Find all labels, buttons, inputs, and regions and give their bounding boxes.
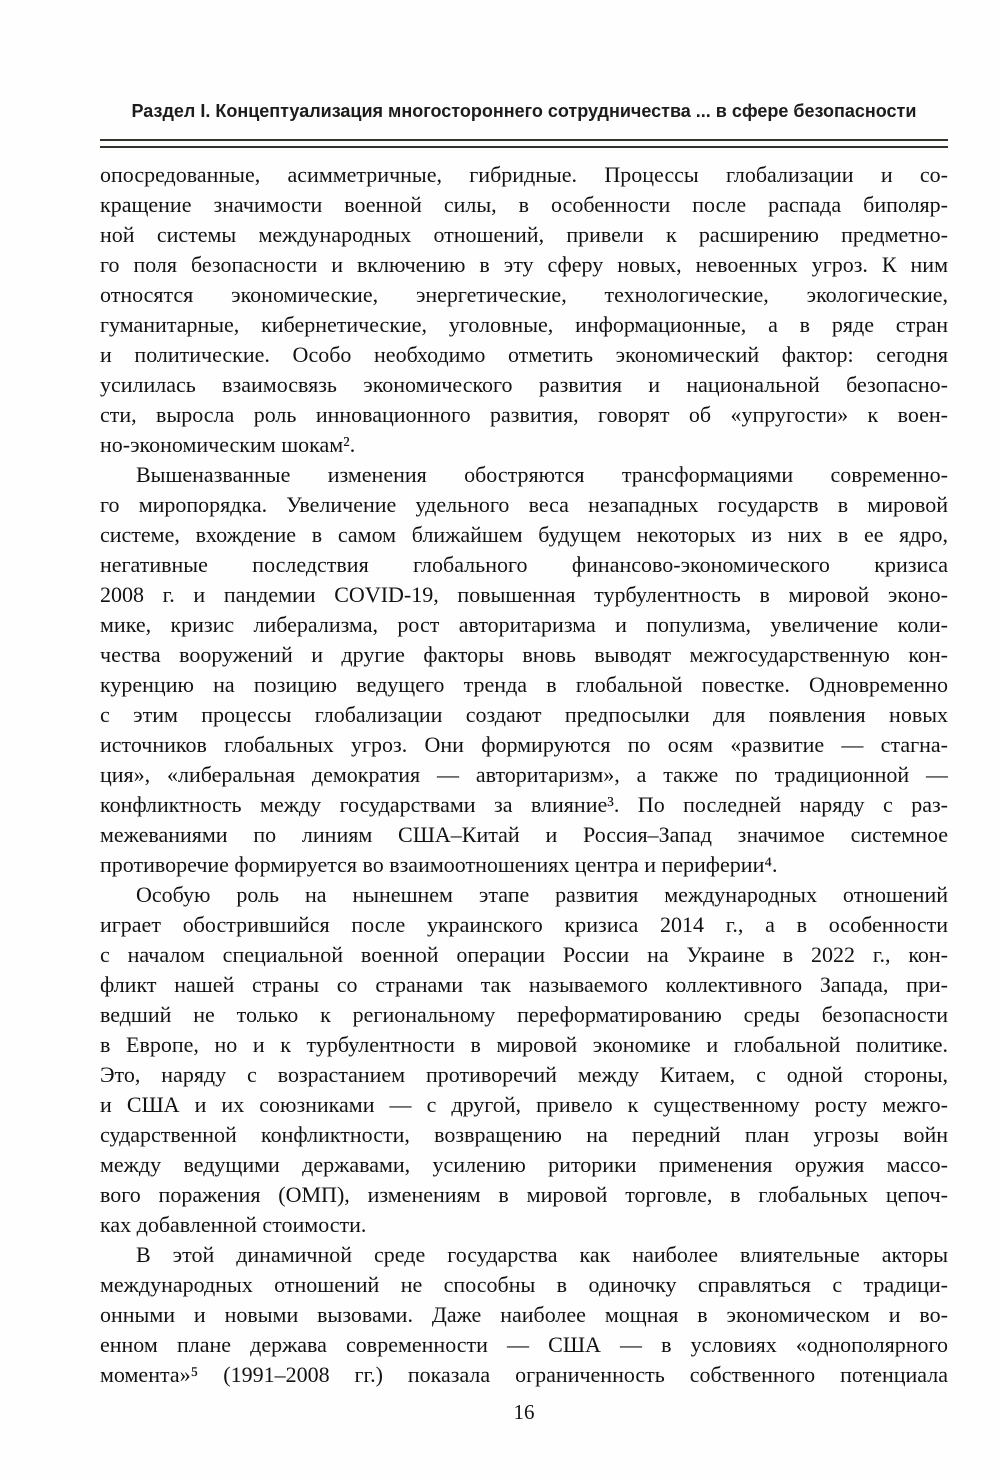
text-line: но-экономическим шокам².	[100, 432, 356, 457]
text-line: онными и новыми вызовами. Даже наиболее мощная в экономическом и во-	[100, 1302, 948, 1327]
text-line: международных отношений не способны в одиночку справляться с традици-	[100, 1272, 948, 1297]
text-line: источников глобальных угроз. Они формируются по осям «развитие — стагна-	[100, 732, 948, 757]
text-line: Это, наряду с возрастанием противоречий между Китаем, с одной стороны,	[100, 1062, 948, 1087]
text-line: и политические. Особо необходимо отметить экономический фактор: сегодня	[100, 342, 948, 367]
text-line: 2008 г. и пандемии COVID-19, повышенная турбулентность в мировой эконо-	[100, 582, 948, 607]
text-line: противоречие формируется во взаимоотношениях центра и периферии⁴.	[100, 852, 778, 877]
text-line: опосредованные, асимметричные, гибридные. Процессы глобализации и со-	[100, 162, 948, 187]
text-line: Особую роль на нынешнем этапе развития международных отношений	[136, 882, 948, 907]
text-line: системе, вхождение в самом ближайшем будущем некоторых из них в ее ядро,	[100, 522, 948, 547]
text-line: енном плане держава современности — США — в условиях «однополярного	[100, 1332, 948, 1357]
text-line: го миропорядка. Увеличение удельного веса незападных государств в мировой	[100, 492, 948, 517]
text-line: В этой динамичной среде государства как наиболее влиятельные акторы	[136, 1242, 948, 1267]
text-line: конфликтность между государствами за влияние³. По последней наряду с раз-	[100, 792, 948, 817]
text-line: с началом специальной военной операции России на Украине в 2022 г., кон-	[100, 942, 948, 967]
text-line: ведший не только к региональному переформатированию среды безопасности	[100, 1002, 948, 1027]
text-line: и США и их союзниками — с другой, привело к существенному росту межго-	[100, 1092, 948, 1117]
text-line: с этим процессы глобализации создают предпосылки для появления новых	[100, 702, 948, 727]
text-line: куренцию на позицию ведущего тренда в глобальной повестке. Одновременно	[100, 672, 948, 697]
header-rule	[100, 139, 948, 148]
text-line: вого поражения (ОМП), изменениям в мировой торговле, в глобальных цепоч-	[100, 1182, 948, 1207]
text-line: фликт нашей страны со странами так называемого коллективного Запада, при-	[100, 972, 948, 997]
text-line: между ведущими державами, усилению риторики применения оружия массо-	[100, 1152, 948, 1177]
text-line: играет обострившийся после украинского кризиса 2014 г., а в особенности	[100, 912, 948, 937]
text-line: момента»⁵ (1991–2008 гг.) показала ограниченность собственного потенциала	[100, 1362, 948, 1387]
body-text	[100, 160, 948, 1390]
text-line: гуманитарные, кибернетические, уголовные, информационные, а в ряде стран	[100, 312, 948, 337]
text-line: мике, кризис либерализма, рост авторитаризма и популизма, увеличение коли-	[100, 612, 948, 637]
text-line: ках добавленной стоимости.	[100, 1212, 367, 1237]
page-number: 16	[513, 1400, 535, 1424]
paragraph	[100, 460, 948, 880]
text-line: относятся экономические, энергетические, технологические, экологические,	[100, 282, 948, 307]
text-line: негативные последствия глобального финансово-экономического кризиса	[100, 552, 948, 577]
text-line: чества вооружений и другие факторы вновь выводят межгосударственную кон-	[100, 642, 948, 667]
text-line: Вышеназванные изменения обостряются трансформациями современно-	[136, 462, 948, 487]
paragraph	[100, 880, 948, 1240]
text-line: кращение значимости военной силы, в особенности после распада биполяр-	[100, 192, 948, 217]
text-line: сти, выросла роль инновационного развития, говорят об «упругости» к воен-	[100, 402, 948, 427]
text-line: го поля безопасности и включению в эту сферу новых, невоенных угроз. К ним	[100, 252, 948, 277]
text-line: сударственной конфликтности, возвращению на передний план угрозы войн	[100, 1122, 948, 1147]
paragraph	[100, 160, 948, 460]
text-line: межеваниями по линиям США–Китай и Россия–Запад значимое системное	[100, 822, 948, 847]
text-line: ция», «либеральная демократия — авторитаризм», а также по традиционной —	[100, 762, 948, 787]
running-header: Раздел I. Концептуализация многостороннего сотрудничества ... в сфере безопасности	[131, 101, 917, 121]
text-line: усилилась взаимосвязь экономического развития и национальной безопасно-	[100, 372, 948, 397]
text-line: в Европе, но и к турбулентности в мировой экономике и глобальной политике.	[100, 1032, 948, 1057]
text-line: ной системы международных отношений, привели к расширению предметно-	[100, 222, 948, 247]
paragraph	[100, 1240, 948, 1390]
